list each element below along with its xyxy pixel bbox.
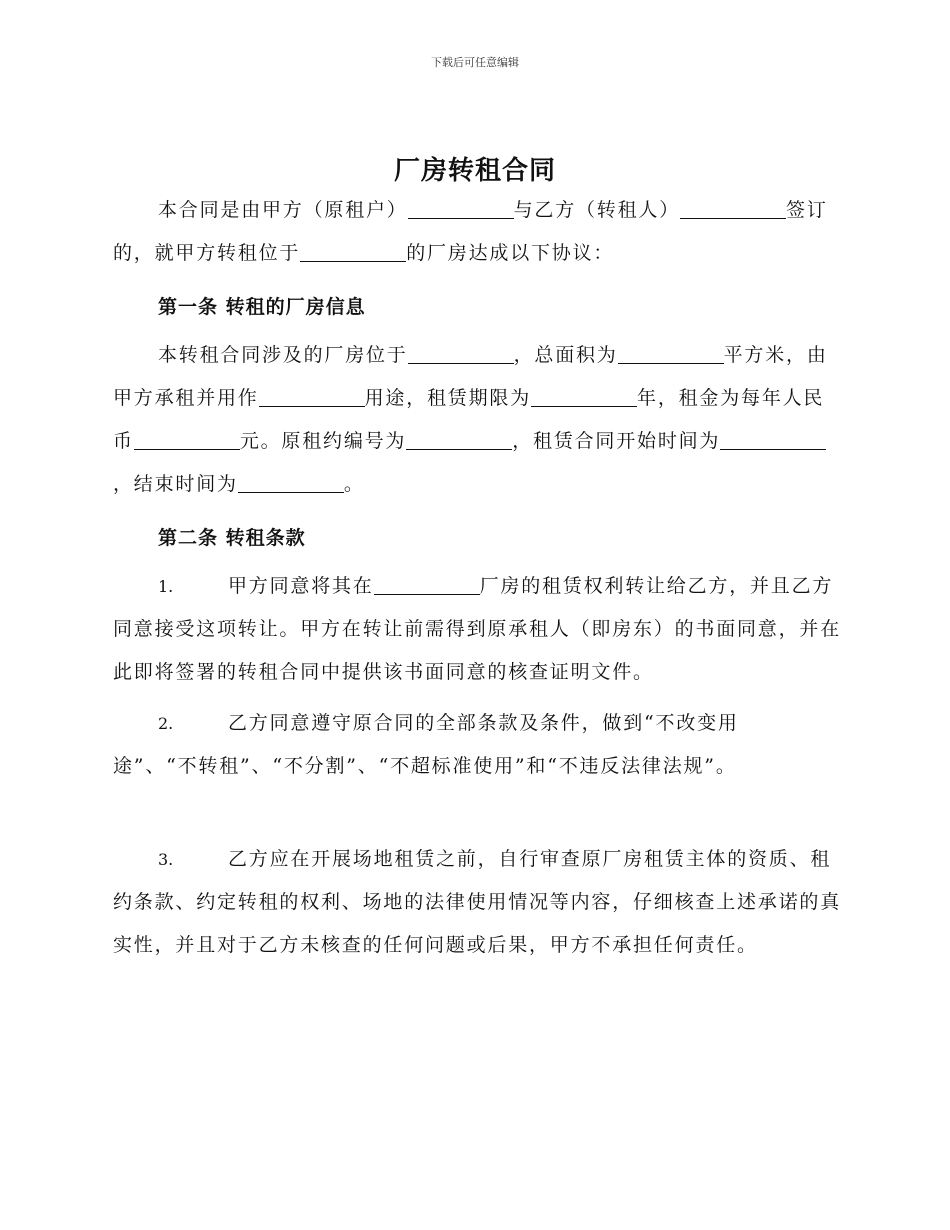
- item-3-text: 乙方应在开展场地租赁之前，自行审查原厂房租赁主体的资质、租约条款、约定转租的权利、场地的法律使用情况等内容，仔细核查上述承诺的真实性，并且对于乙方未核查的任何问题或后果，甲方不承担任何责任。: [113, 848, 842, 956]
- factory-location-blank[interactable]: [408, 341, 514, 364]
- section1-paragraph: [113, 334, 843, 506]
- sublessee-blank[interactable]: [680, 196, 786, 219]
- start-date-blank[interactable]: [720, 427, 826, 450]
- intro-text-3: 签订的，就甲方转租位于: [113, 199, 828, 264]
- item-1-text-b: 厂房的租赁权利转让给乙方，并且乙方同意接受这项转让。甲方在转让前需得到原承租人（即房东）的书面同意，并在此即将签署的转租合同中提供该书面同意的核查证明文件。: [113, 575, 842, 683]
- s1-text-2: ，总面积为: [513, 344, 618, 366]
- item-3-number: 3.: [158, 850, 174, 869]
- header-note: 下载后可任意编辑: [431, 56, 519, 69]
- s1-text-3: 平方米，由甲方承租并用作: [113, 344, 828, 409]
- usage-blank[interactable]: [259, 384, 365, 407]
- s1-text-6: 元。原租约编号为: [239, 430, 407, 452]
- end-date-blank[interactable]: [238, 470, 344, 493]
- item-2-number: 2.: [158, 714, 174, 733]
- document-title: 厂房转租合同: [393, 156, 556, 186]
- item-1-number: 1.: [158, 577, 174, 596]
- s1-text-1: 本转租合同涉及的厂房位于: [158, 344, 408, 366]
- item-1-text-a: 甲方同意将其在: [228, 575, 374, 597]
- location-blank[interactable]: [300, 239, 406, 262]
- lessor-blank[interactable]: [408, 196, 514, 219]
- lease-number-blank[interactable]: [406, 427, 512, 450]
- s1-text-4: 用途，租赁期限为: [364, 387, 532, 409]
- section1-heading: 第一条 转租的厂房信息: [158, 296, 366, 318]
- section2-item-2: [113, 702, 793, 788]
- intro-text-2: 与乙方（转租人）: [513, 199, 681, 221]
- intro-text-4: 的厂房达成以下协议：: [406, 242, 615, 264]
- lease-term-blank[interactable]: [531, 384, 637, 407]
- intro-text-1: 本合同是由甲方（原租户）: [158, 199, 408, 221]
- intro-paragraph: [113, 189, 843, 275]
- item-1-factory-blank[interactable]: [374, 572, 480, 595]
- item-2-text: 乙方同意遵守原合同的全部条款及条件，做到“不改变用途”、“不转租”、“不分割”、“不超标准使用”和“不违反法律法规”。: [113, 712, 739, 777]
- section2-item-1: [113, 565, 843, 694]
- annual-rent-blank[interactable]: [134, 427, 240, 450]
- total-area-blank[interactable]: [618, 341, 724, 364]
- s1-text-5: 年，租金为每年人民币: [113, 387, 825, 452]
- s1-text-7: ，租赁合同开始时间为: [512, 430, 721, 452]
- s1-text-9: 。: [343, 473, 365, 495]
- section2-heading: 第二条 转租条款: [158, 527, 306, 549]
- s1-text-8: ，结束时间为: [113, 473, 238, 495]
- section2-item-3: [113, 838, 843, 967]
